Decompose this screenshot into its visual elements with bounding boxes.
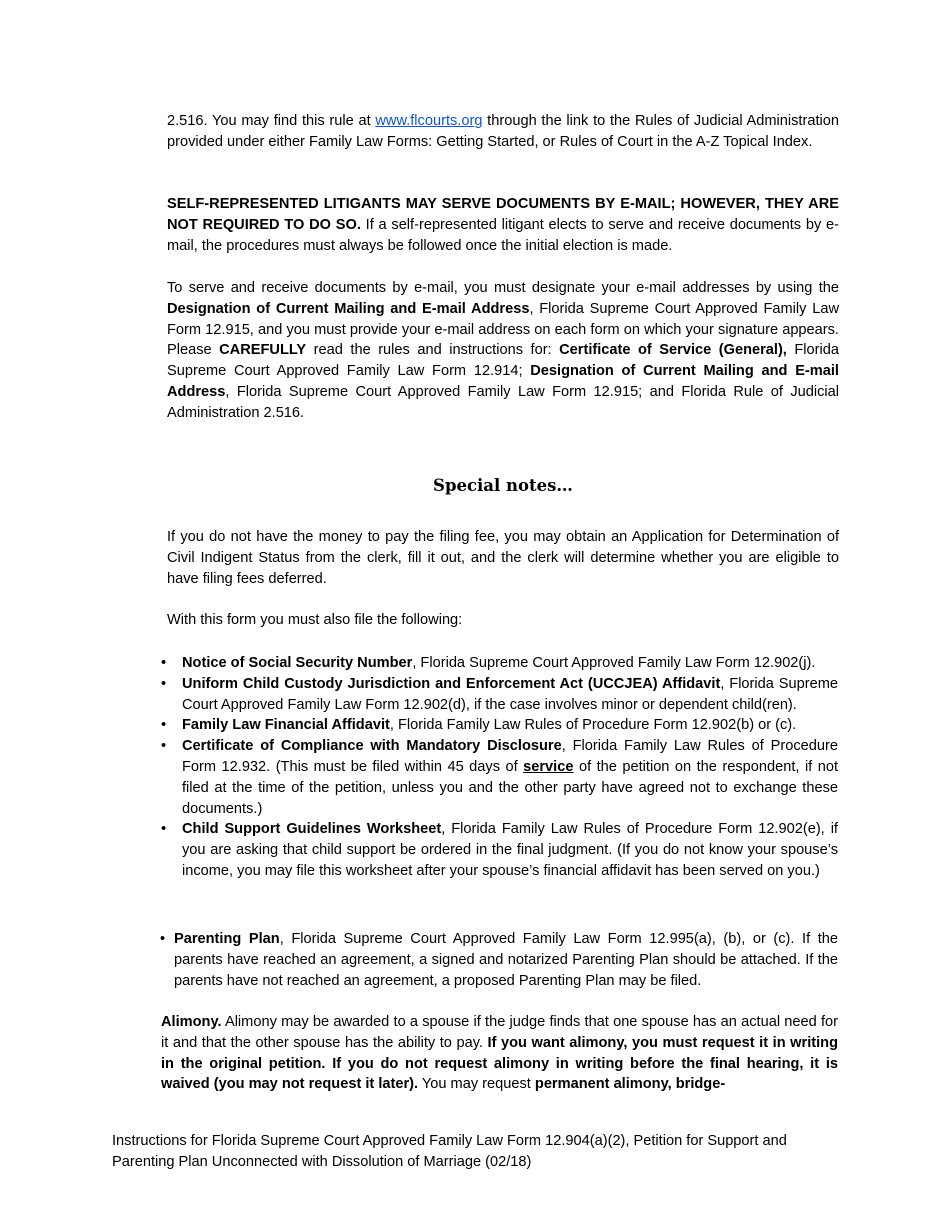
alimony-warning: If you want alimony, you must request it in writing in the original petition. If you do not request alimony in writing before the final hearing, it is waived (you may not request it later). <box>161 1034 839 1093</box>
service-term: service <box>523 758 574 775</box>
designation-text-e: read the rules and instructions for: <box>306 342 560 359</box>
intro-text: 2.516. You may find this rule at <box>167 113 376 129</box>
email-service-notice: SELF-REPRESENTED LITIGANTS MAY SERVE DOCUMENTS BY E-MAIL; HOWEVER, THEY ARE NOT REQUIRED TO DO SO. <box>167 196 839 233</box>
bullet-icon: • <box>160 931 166 947</box>
required-forms-list <box>168 653 838 882</box>
designation-paragraph <box>167 278 839 424</box>
designation-text-i: , Florida Supreme Court Approved Family Law Form 12.915; and Florida Rule of Judicial Administration 2.516. <box>167 383 839 421</box>
also-file-text: With this form you must also file the following: <box>167 612 463 628</box>
designation-form-name-2: Designation of Current Mailing and E-mail Address <box>167 363 839 400</box>
form-name: Notice of Social Security Number <box>182 655 413 671</box>
form-name: Uniform Child Custody Jurisdiction and Enforcement Act (UCCJEA) Affidavit <box>182 675 721 692</box>
list-item <box>168 653 838 674</box>
flcourts-link[interactable]: www.flcourts.org <box>375 113 483 129</box>
email-service-text: If a self-represented litigant elects to serve and receive documents by e-mail, the procedures must always be followed once the initial election is made. <box>167 216 839 254</box>
form-detail: , Florida Family Law Rules of Procedure Form 12.932. (This must be filed within 45 days of <box>182 738 839 775</box>
form-detail: , Florida Family Law Rules of Procedure Form 12.902(b) or (c). <box>389 717 797 734</box>
form-name: Certificate of Compliance with Mandatory Disclosure <box>182 738 562 755</box>
designation-form-name: Designation of Current Mailing and E-mail Address <box>167 300 530 317</box>
list-item <box>168 674 838 716</box>
form-name: Family Law Financial Affidavit <box>182 717 390 734</box>
page-footer: Instructions for Florida Supreme Court Approved Family Law Form 12.904(a)(2), Petition for Support and Parenting Plan Unconnected with Dissolution of Marriage (02/18) <box>112 1133 787 1170</box>
form-detail: , Florida Family Law Rules of Procedure Form 12.902(e), if you are asking that child support be ordered in the final judgment. (If you do not know your spouse’s income, you may file this worksheet after your spouse’s financial affidavit has been served on you.) <box>182 821 838 879</box>
list-item <box>168 819 838 881</box>
form-detail: , Florida Supreme Court Approved Family Law Form 12.902(j). <box>412 655 816 671</box>
special-notes-heading: Special notes… <box>433 476 573 495</box>
alimony-text-c: You may request <box>418 1076 535 1093</box>
email-service-paragraph <box>167 194 839 256</box>
list-item <box>168 736 838 819</box>
designation-text-g: Florida Supreme Court Approved Family Law Form 12.914; <box>167 342 839 380</box>
form-detail: , Florida Supreme Court Approved Family Law Form 12.995(a), (b), or (c). If the parents have reached an agreement, a signed and notarized Parenting Plan should be attached. If the parents have not reached an agreement, a proposed Parenting Plan may be filed. <box>174 931 838 989</box>
alimony-label: Alimony. <box>161 1014 222 1030</box>
filing-fee-paragraph <box>167 527 839 589</box>
certificate-of-service-name: Certificate of Service (General), <box>559 342 787 359</box>
form-name: Child Support Guidelines Worksheet <box>182 821 442 838</box>
list-item <box>168 715 838 736</box>
form-detail-end: of the petition on the respondent, if not filed at the time of the petition, unless you and the other party have agreed not to exchange these documents.) <box>182 758 839 817</box>
designation-text-c: , Florida Supreme Court Approved Family Law Form 12.915, and you must provide your e-mail address on each form on which your signature appears. Please <box>167 300 839 359</box>
parenting-plan-item <box>160 929 838 991</box>
intro-paragraph-rule <box>167 111 839 153</box>
form-name: Parenting Plan <box>174 931 280 947</box>
carefully-emphasis: CAREFULLY <box>219 342 307 359</box>
alimony-types: permanent alimony, bridge- <box>534 1076 726 1093</box>
alimony-paragraph <box>161 1012 838 1095</box>
form-detail: , Florida Supreme Court Approved Family Law Form 12.902(d), if the case involves minor or dependent child(ren). <box>182 675 838 713</box>
intro-text-end: through the link to the Rules of Judicial Administration provided under either Family Law Forms: Getting Started, or Rules of Court in the A-Z Topical Index. <box>167 113 839 150</box>
filing-fee-text: If you do not have the money to pay the filing fee, you may obtain an Application for Determination of Civil Indigent Status from the clerk, fill it out, and the clerk will determine whether you are eligible to have filing fees deferred. <box>167 529 839 587</box>
also-file-paragraph <box>167 610 839 631</box>
alimony-text-a: Alimony may be awarded to a spouse if the judge finds that one spouse has an actual need for it and that the other spouse has the ability to pay. <box>161 1014 838 1051</box>
designation-text-a: To serve and receive documents by e-mail, you must designate your e-mail addresses by using the <box>167 280 839 296</box>
